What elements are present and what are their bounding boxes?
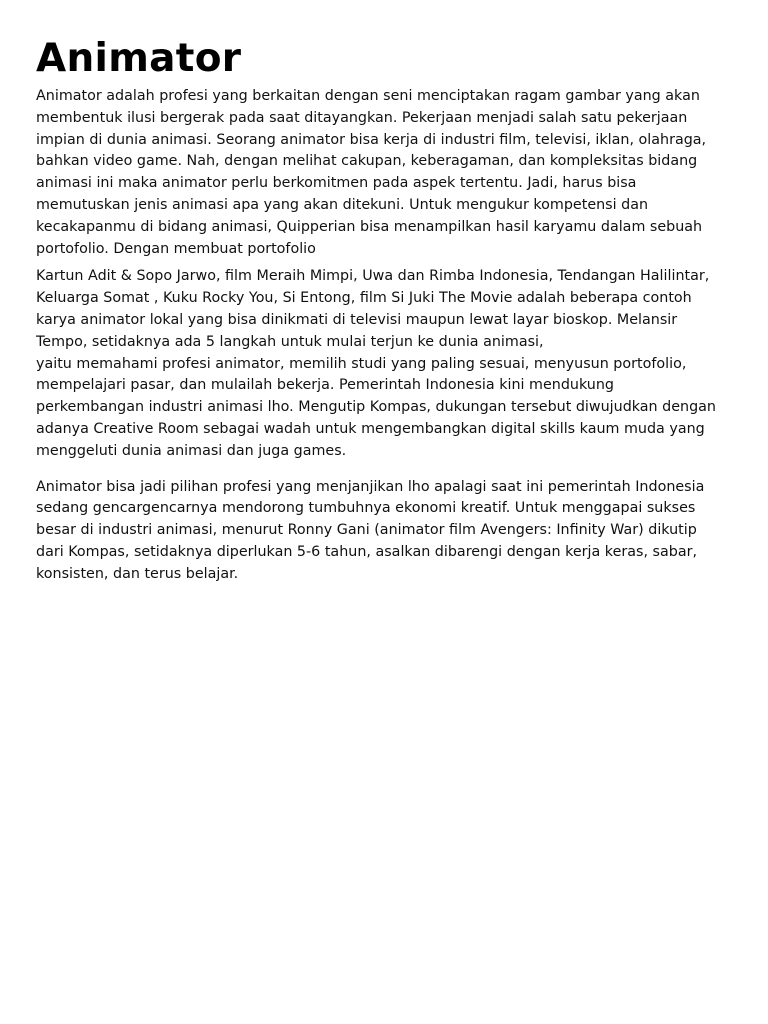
paragraph-line: impian di dunia animasi. Seorang animator bisa kerja di industri film, televisi, iklan, olahraga,	[36, 131, 707, 148]
paragraph-line: besar di industri animasi, menurut Ronny Gani (animator film Avengers: Infinity War) dikutip	[36, 522, 697, 539]
paragraph-line: perkembangan industri animasi lho. Mengutip Kompas, dukungan tersebut diwujudkan dengan	[36, 399, 716, 416]
paragraph-line: Keluarga Somat , Kuku Rocky You, Si Entong, film Si Juki The Movie adalah beberapa contoh	[36, 290, 692, 307]
paragraph-line: membentuk ilusi bergerak pada saat ditayangkan. Pekerjaan menjadi salah satu pekerjaan	[36, 109, 688, 126]
paragraph-line: adanya Creative Room sebagai wadah untuk mengembangkan digital skills kaum muda yang	[36, 420, 705, 437]
paragraph-line: karya animator lokal yang bisa dinikmati di televisi maupun lewat layar bioskop. Melansir	[36, 311, 678, 328]
paragraph-line: konsisten, dan terus belajar.	[36, 565, 239, 582]
paragraph-line: mempelajari pasar, dan mulailah bekerja. Pemerintah Indonesia kini mendukung	[36, 377, 614, 394]
paragraph-line: animasi ini maka animator perlu berkomitmen pada aspek tertentu. Jadi, harus bisa	[36, 175, 637, 192]
paragraph-intro	[36, 86, 732, 260]
paragraph-line: memutuskan jenis animasi apa yang akan ditekuni. Untuk mengukur kompetensi dan	[36, 196, 649, 213]
paragraph-line: yaitu memahami profesi animator, memilih studi yang paling sesuai, menyusun portofolio,	[36, 355, 687, 372]
document-page	[36, 34, 732, 586]
paragraph-line: bahkan video game. Nah, dengan melihat cakupan, keberagaman, dan kompleksitas bidang	[36, 153, 698, 170]
paragraph-examples	[36, 266, 732, 462]
page-title: Animator	[36, 36, 242, 81]
paragraph-line: Kartun Adit & Sopo Jarwo, film Meraih Mimpi, Uwa dan Rimba Indonesia, Tendangan Halilintar,	[36, 268, 710, 285]
paragraph-line: Animator adalah profesi yang berkaitan dengan seni menciptakan ragam gambar yang akan	[36, 88, 700, 104]
paragraph-line: sedang gencargencarnya mendorong tumbuhnya ekonomi kreatif. Untuk menggapai sukses	[36, 500, 696, 517]
paragraph-line: portofolio. Dengan membuat portofolio	[36, 240, 316, 257]
paragraph-line: menggeluti dunia animasi dan juga games.	[36, 442, 347, 459]
paragraph-line: Animator bisa jadi pilihan profesi yang menjanjikan lho apalagi saat ini pemerintah Indonesia	[36, 478, 705, 495]
paragraph-line: kecakapanmu di bidang animasi, Quipperian bisa menampilkan hasil karyamu dalam sebuah	[36, 218, 703, 235]
paragraph-line: dari Kompas, setidaknya diperlukan 5-6 tahun, asalkan dibarengi dengan kerja keras, sabar,	[36, 543, 698, 560]
paragraph-line: Tempo, setidaknya ada 5 langkah untuk mulai terjun ke dunia animasi,	[36, 333, 544, 350]
paragraph-career	[36, 477, 732, 586]
